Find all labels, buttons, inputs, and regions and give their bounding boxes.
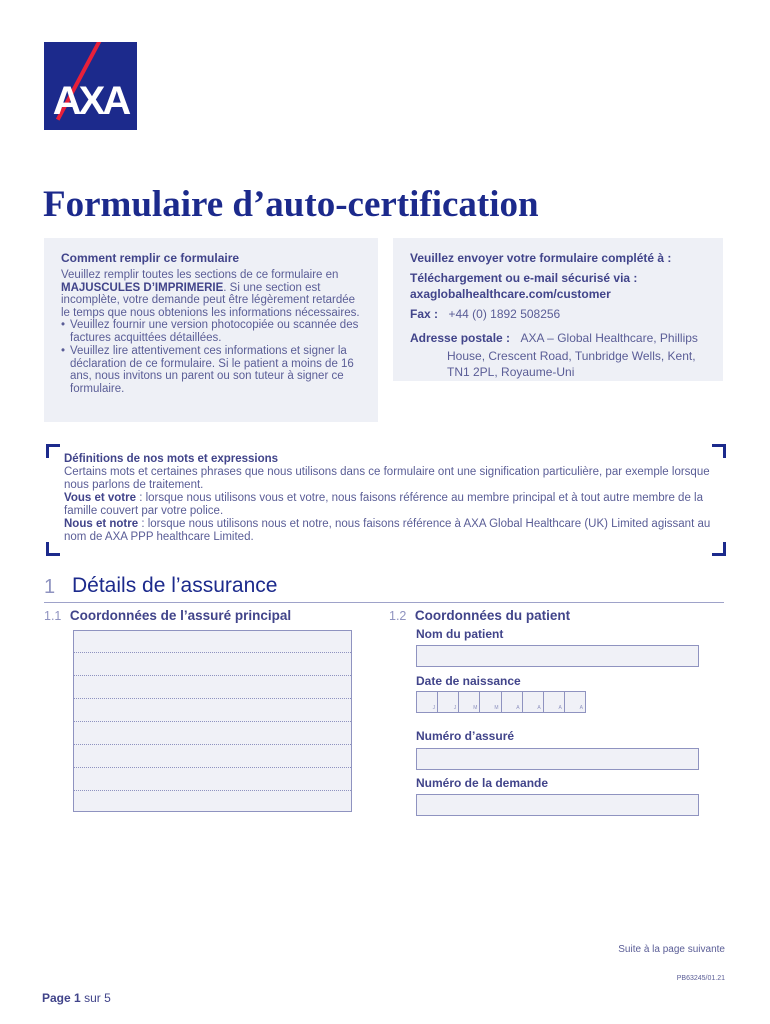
continued-note: Suite à la page suivante bbox=[618, 944, 725, 955]
document-reference: PB63245/01.21 bbox=[676, 975, 725, 982]
section-divider bbox=[44, 602, 724, 603]
address-line-divider bbox=[74, 744, 351, 745]
insured-address-input[interactable] bbox=[73, 630, 352, 812]
definitions-heading: Définitions de nos mots et expressions bbox=[64, 453, 279, 465]
fax-value: +44 (0) 1892 508256 bbox=[448, 307, 561, 321]
corner-mark-bottom-right bbox=[712, 542, 726, 556]
page-number: Page 1 sur 5 bbox=[42, 991, 111, 1005]
dob-input[interactable] bbox=[416, 691, 586, 713]
address-line-divider bbox=[74, 721, 351, 722]
claim-number-label: Numéro de la demande bbox=[416, 776, 549, 790]
subsection-1-1-title: Coordonnées de l’assuré principal bbox=[69, 608, 292, 623]
how-to-heading: Comment remplir ce formulaire bbox=[61, 251, 240, 265]
subsection-1-1-heading bbox=[44, 607, 291, 625]
upload-label: Téléchargement ou e-mail sécurisé via : bbox=[410, 271, 638, 285]
dob-cell[interactable]: J bbox=[417, 692, 438, 712]
corner-mark-bottom-left bbox=[46, 542, 60, 556]
dob-cell[interactable]: M bbox=[459, 692, 480, 712]
policy-number-input[interactable] bbox=[416, 748, 699, 770]
subsection-1-2-number: 1.2 bbox=[389, 609, 407, 623]
send-heading: Veuillez envoyer votre formulaire complété à : bbox=[410, 251, 672, 265]
upload-url-link[interactable]: axaglobalhealthcare.com/customer bbox=[410, 287, 611, 301]
corner-mark-top-left bbox=[46, 444, 60, 458]
postal-line-2: House, Crescent Road, Tunbridge Wells, Kent, bbox=[447, 349, 696, 363]
address-line-divider bbox=[74, 698, 351, 699]
fax-label: Fax : bbox=[410, 307, 439, 321]
definition-vous: Vous et votre : lorsque nous utilisons vous et votre, nous faisons référence au membre principal et à tout autre membre de la famille couvert par votre police. bbox=[64, 492, 703, 517]
definitions-intro: Certains mots et certaines phrases que nous utilisons dans ce formulaire ont une signification particulière, par exemple lorsque nous parlons de traitement. bbox=[64, 466, 710, 491]
how-to-bullet-2: • Veuillez lire attentivement ces informations et signer la déclaration de ce formulaire. Si le patient a moins de 16 ans, nous invitons un parent ou son tuteur à signer ce formulaire. bbox=[61, 345, 366, 395]
subsection-1-1-number: 1.1 bbox=[44, 609, 62, 623]
dob-cell[interactable]: A bbox=[523, 692, 544, 712]
axa-logo bbox=[44, 42, 137, 130]
how-to-box bbox=[44, 238, 378, 422]
fax-row bbox=[410, 305, 715, 323]
subsection-1-2-heading bbox=[389, 607, 570, 625]
logo-text: AXA bbox=[52, 79, 129, 123]
dob-cell[interactable]: A bbox=[565, 692, 585, 712]
claim-number-input[interactable] bbox=[416, 794, 699, 816]
definitions-block bbox=[64, 453, 719, 544]
address-line-divider bbox=[74, 675, 351, 676]
section-number: 1 bbox=[44, 576, 56, 598]
dob-cell[interactable]: A bbox=[502, 692, 523, 712]
postal-line-1: AXA – Global Healthcare, Phillips bbox=[520, 331, 698, 345]
dob-cell[interactable]: J bbox=[438, 692, 459, 712]
patient-name-input[interactable] bbox=[416, 645, 699, 667]
subsection-1-2-title: Coordonnées du patient bbox=[414, 608, 571, 623]
definition-nous: Nous et notre : lorsque nous utilisons nous et notre, nous faisons référence à AXA Global Healthcare (UK) Limited agissant au nom de AXA PPP healthcare Limited. bbox=[64, 518, 711, 543]
page-title: Formulaire d’auto-certification bbox=[43, 184, 539, 225]
how-to-bullet-1: • Veuillez fournir une version photocopiée ou scannée des factures acquittées détaillées. bbox=[61, 319, 366, 344]
address-line-divider bbox=[74, 767, 351, 768]
address-line-divider bbox=[74, 790, 351, 791]
how-to-intro: Veuillez remplir toutes les sections de ce formulaire en MAJUSCULES D’IMPRIMERIE. Si une section est incomplète, votre demande peut être légèrement retardée le temps que nous obtenions les informations nécessaires. bbox=[61, 269, 360, 319]
dob-cell[interactable]: A bbox=[544, 692, 565, 712]
address-line-divider bbox=[74, 652, 351, 653]
postal-row bbox=[410, 329, 715, 379]
postal-label: Adresse postale : bbox=[410, 331, 511, 345]
dob-cell[interactable]: M bbox=[480, 692, 501, 712]
section-title: Détails de l’assurance bbox=[72, 574, 278, 597]
dob-label: Date de naissance bbox=[416, 674, 521, 688]
postal-line-3: TN1 2PL, Royaume-Uni bbox=[447, 365, 575, 379]
patient-name-label: Nom du patient bbox=[416, 627, 504, 641]
policy-number-label: Numéro d’assuré bbox=[416, 729, 515, 743]
send-to-box bbox=[393, 238, 723, 381]
